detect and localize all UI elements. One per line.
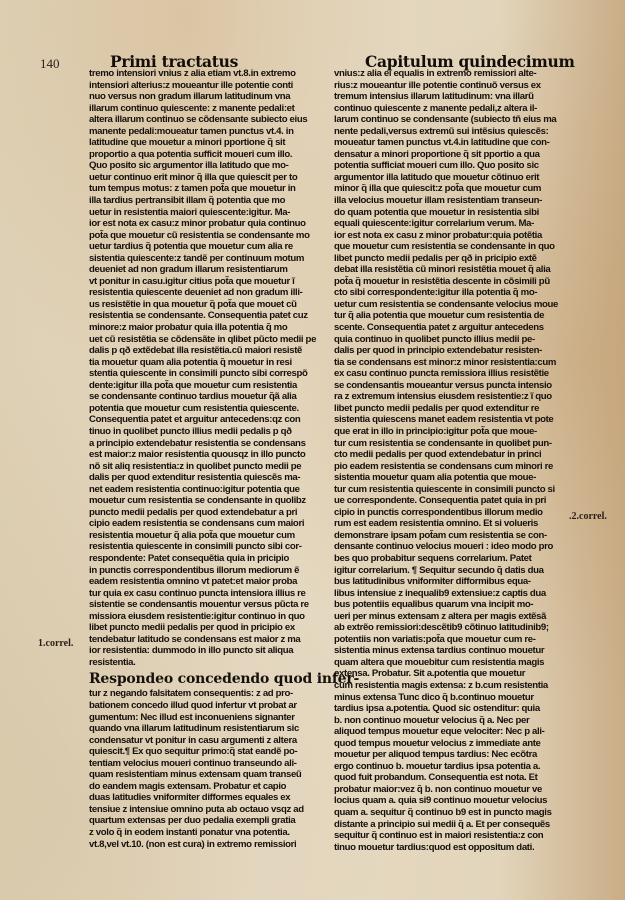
text-line: ue correspondente. Consequentia patet quia in pri	[334, 495, 547, 507]
text-line: nõ sit aliq resistentia:z in quolibet puncto medii pe	[89, 460, 302, 472]
text-line: illa tardius pertransibit illam q̃ potentia que mo	[89, 195, 286, 207]
text-line: tinuo mouetur tardius:quod est oppositum dati.	[334, 841, 535, 853]
text-line: ex casu continuo puncta remissiora illius resistẽtie	[334, 368, 549, 380]
text-line: tur z negando falsitatem consequentis: z ad pro-	[89, 688, 293, 700]
text-line: vnius:z alia ei equalis in extremo remissiori alte-	[334, 68, 537, 79]
text-line: que mouetur cum resistentia se condensante in quo	[334, 241, 555, 253]
text-line: net eadem resistentia continuo:igitur potentia que	[89, 483, 300, 495]
text-line: Consequentia patet et arguitur antecedens:qz con	[89, 414, 301, 426]
text-line: ior resistentia: dummodo in illo puncto sit aliqua	[89, 645, 294, 657]
text-line: resistentia se condensante. Consequentia patet cuz	[89, 310, 308, 322]
text-line: eadem resistentia omnino vt patet:et maior proba	[89, 576, 298, 588]
text-line: duas latitudies vniformiter difformes equales ex	[89, 792, 291, 804]
text-line: quam a. sequitur q̃ continuo b9 est in puncto magis	[334, 807, 552, 818]
text-line: proportio a qua potentia sufficit moueri cum illo.	[89, 148, 293, 160]
text-line: densatur a minori proportione q̃ sit pportio a qua	[334, 148, 540, 160]
text-line: debat illa resistẽtia cũ minori resistẽtia mouet q̃ alia	[334, 264, 551, 276]
left-text-column	[89, 68, 360, 850]
text-line: libet puncto medii pedalis per quod extenditur re	[334, 402, 540, 414]
text-line: uetur continuo erit minor q̃ illa que quiescit per to	[89, 171, 298, 183]
text-line: dente:igitur illa pot̃a que mouetur cum resistentia	[89, 379, 297, 391]
text-line: illa velocius mouetur illam resistentiam transeun-	[334, 195, 543, 207]
text-line: tur q̃ alia potentia que mouetur cum resistentia de	[334, 310, 545, 322]
text-line: tur quia ex casu continuo puncta intensiora illius re	[89, 587, 306, 599]
text-line: libus intensiue z inequalib9 extensiue:z captis dua	[334, 587, 546, 599]
text-line: nuo versus non gradum illarum latitudinum vna	[89, 91, 291, 103]
text-line: tensiue z intensiue omnino puta ab octauo vsqz ad	[89, 803, 304, 815]
text-line: ergo continuo b. mouetur tardius ipsa potentia a.	[334, 760, 541, 772]
text-line: tinuo in quolibet puncto illius medii pedalis p qð	[89, 425, 292, 437]
text-line: sistentia minus extensa tardius continuo mouetur	[334, 645, 545, 657]
text-line: minus extensa Tunc dico q̃ b.continuo mouetur	[334, 691, 534, 703]
text-line: b. non continuo mouetur velocius q̃ a. Nec per	[334, 714, 530, 726]
text-line: Quo posito sic argumentor illa latitudo que mo-	[89, 160, 289, 172]
text-line: minore:z maior probatur quia illa potentia q̃ mo	[89, 322, 288, 334]
text-line: sistentie se condensantis mouentur versus pũcta re	[89, 599, 309, 611]
text-line: moueatur tamen punctus vt.4.in latitudine que con-	[334, 137, 550, 149]
text-line: est maior:z maior resistentia quousqz in illo puncto	[89, 449, 306, 461]
text-line: tia mouetur quam alia potentia q̃ mouetur in resi	[89, 356, 292, 368]
text-line: z volo q̃ in eodem instanti ponatur vna potentia.	[89, 827, 290, 838]
text-line: quam resistentiam minus extensam quam transeũ	[89, 769, 302, 781]
text-line: us resistẽtie in qua mouetur q̃ pot̃a que mouet cũ	[89, 298, 297, 310]
margin-note-left: 1.correl.	[38, 638, 74, 649]
text-line: mouetur cum resistentia se condensante in quolibz	[89, 495, 306, 507]
text-line: rius:z moueantur ille potentie continuõ versus ex	[334, 79, 541, 91]
text-line: pot̃a que mouetur cũ resistentia se condensante mo	[89, 229, 310, 241]
text-line: ior est nota ex casu:z minor probatur quia continuo	[89, 218, 306, 230]
text-line: quiescit.¶ Ex quo sequitur primo:q̃ stat eandẽ po-	[89, 746, 298, 758]
text-line: tum tempus motus: z tamen pot̃a que mouetur in	[89, 183, 296, 195]
text-line: tur cum resistentia quiescente in consimili puncto si	[334, 483, 555, 495]
text-line: cipio eadem resistentia se condensans cum maiori	[89, 518, 305, 530]
margin-note-right: .2.correl.	[569, 511, 607, 522]
text-line: pot̃a q̃ mouetur in resistẽtia descente in cõsimili pũ	[334, 275, 550, 287]
text-line: tendebatur latitudo se condensans est maior z ma	[89, 633, 301, 645]
text-line: potentiis non variatis:pot̃a que mouetur cum re-	[334, 633, 536, 645]
text-line: do quam potentia que mouetur in resistentia sibi	[334, 206, 539, 218]
text-line: distante a principio sui medii q̃ a. Et per consequẽs	[334, 818, 550, 830]
text-line: quod tempus mouetur velocius z immediate ante	[334, 737, 541, 749]
text-line: potentia sufficiat moueri cum illo. Quo posito sic	[334, 160, 539, 172]
text-line: ra z extremum intensius eiusdem resistentie:z ĩ quo	[334, 391, 552, 403]
text-line: tremo intensiori vnius z alia etiam vt.8.in extremo	[89, 68, 296, 79]
folio-number: 140	[40, 56, 60, 71]
text-line: uetur tardius q̃ potentia que mouetur cum alia re	[89, 241, 293, 253]
text-line: demonstrare ipsam pot̃am cum resistentia se con-	[334, 529, 547, 541]
text-line: argumentor illa latitudo que mouetur cõtinuo erit	[334, 171, 540, 183]
text-line: quam altera que mouebitur cum resistentia magis	[334, 656, 545, 668]
text-line: bationem concedo illud quod infertur vt probat ar	[89, 699, 297, 711]
text-line: tentiam velocius moueri continuo transeundo ali-	[89, 757, 297, 769]
text-line: sistentia mouetur quam alia potentia que moue-	[334, 472, 536, 484]
text-line: illarum continuo quiescente: z manente pedali:et	[89, 102, 295, 114]
text-line: manente pedali:moueatur tamen punctus vt.4. in	[89, 125, 294, 137]
text-line: libet puncto medii pedalis per qð in pricipio extẽ	[334, 252, 537, 264]
text-line: potentia que mouetur cum resistentia quiescente.	[89, 402, 299, 414]
text-line: se condensante continuo tardius mouetur q̃ã alia	[89, 391, 297, 403]
text-line: latitudine que mouetur a minori pportione q̃ sit	[89, 137, 286, 149]
respondeo-heading-line: Respondeo concedendo quod infer-	[89, 671, 360, 688]
text-line: aliquod tempus mouetur eque velociter: Nec p ali-	[334, 726, 545, 738]
text-line: quia continuo in quolibet puncto illius medii pe-	[334, 333, 535, 345]
text-line: continuo quiescente z manente pedali,z altera il-	[334, 102, 538, 114]
text-line: cto medii pedalis per quod extendebatur in princi	[334, 449, 542, 461]
text-line: altera illarum continuo se cõdensante subiecto eius	[89, 114, 308, 126]
text-line: uet cũ resistẽtia se cõdensãte in qlibet pũcto medii pe	[89, 333, 317, 345]
text-line: larum continuo se condensante (subiecto tñ eius ma	[334, 114, 557, 126]
text-line: uetur in resistentia maiori quiescente:igitur. Ma-	[89, 206, 291, 218]
text-line: pio eadem resistentia se condensans cum minori re	[334, 460, 554, 472]
text-line: equali quiescente:igitur correlarium verum. Ma-	[334, 218, 535, 230]
text-line: bes quo probabitur sequens correlarium. Patet	[334, 552, 532, 564]
text-line: dalis per quod extenditur resistentia quiescẽs ma-	[89, 472, 301, 484]
text-line: stentia quiescente in consimili puncto sibi correspõ	[89, 368, 308, 380]
text-line: condensatur vt ponitur in casu argumenti z altera	[89, 734, 297, 746]
text-line: ueri per minus extensam z altera per magis extẽsã	[334, 610, 547, 622]
text-line: uetur cum resistentia se condensante velocius moue	[334, 298, 559, 310]
running-head-left: Primi tractatus	[110, 52, 239, 71]
text-line: resistentia quiescente deueniet ad non gradum illi-	[89, 287, 303, 299]
text-line: igitur correlarium. ¶ Sequitur secundo q̃ datis dua	[334, 564, 544, 576]
text-line: tremum intensius illarum latitudinum: vna illarũ	[334, 91, 534, 103]
text-line: nente pedali,versus extremũ sui intẽsius quiescẽs:	[334, 125, 549, 137]
text-line: dalis per quod in principio extendebatur resisten-	[334, 345, 542, 357]
text-line: que erat in illo in principio:igitur pot̃a que moue-	[334, 425, 537, 437]
text-line: locius quam a. quia si9 continuo mouetur velocius	[334, 795, 548, 807]
text-line: sistentia quiescente:z tandẽ per continuum motum	[89, 252, 305, 264]
running-head-right: Capitulum quindecimum	[365, 52, 575, 71]
text-line: probatur maior:vez q̃ b. non continuo mouetur ve	[334, 783, 542, 795]
text-line: in punctis correspondentibus illorum mediorum ẽ	[89, 564, 300, 576]
text-line: tia se condensans est minor:z minor resistentia:cum	[334, 356, 557, 368]
text-line: gumentum: Nec illud est inconueniens signanter	[89, 711, 295, 723]
text-line: mouetur per aliquod tempus tardius: Nec ecõtra	[334, 749, 537, 761]
text-line: se condensantis moueantur versus puncta intensio	[334, 379, 552, 391]
text-line: bus latitudinibus vniformiter difformibus equa-	[334, 576, 531, 588]
text-line: sequitur q̃ continuo est in maiori resistentia:z con	[334, 830, 544, 842]
text-line: densante continuo velocius moueri : ideo modo pro	[334, 541, 553, 553]
text-line: vt.8,vel vt.10. (non est cura) in extremo remissiori	[89, 838, 297, 850]
text-line: tur cum resistentia se condensante in quolibet pun-	[334, 437, 552, 449]
text-line: cto sibi correspondente:igitur illa potentia q̃ mo-	[334, 287, 538, 299]
text-line: sistentia quiescens manet eadem resistentia vt pote	[334, 414, 554, 426]
text-line: respondente: Patet consequẽtia quia in pricipio	[89, 552, 289, 564]
text-line: resistentia.	[89, 656, 136, 668]
text-line: ab extrẽo remissiori:descẽtib9 cõtinuo latitudinib9;	[334, 622, 549, 634]
text-line: quod fuit probandum. Consequentia est nota. Et	[334, 772, 538, 784]
text-line: cum resistentia magis extensa: z b.cum resistentia	[334, 679, 548, 691]
text-line: scente. Consequentia patet z arguitur antecedens	[334, 322, 544, 334]
text-line: tardius ipsa a.potentia. Quod sic ostenditur: quia	[334, 703, 540, 715]
text-line: resistentia quiescente in consimili puncto sibi cor-	[89, 541, 302, 553]
text-line: minor q̃ illa que quiescit:z pot̃a que mouetur cum	[334, 183, 542, 195]
text-line: cipio in punctis correspondentibus illorum medio	[334, 506, 543, 518]
text-line: a principio extendebatur resistentia se condensans	[89, 437, 306, 449]
text-line: bus potentiis equalibus quarum vna incipit mo-	[334, 599, 534, 611]
text-line: vt ponitur in casu.igitur citius pot̃a que mouetur ĩ	[89, 275, 295, 287]
text-line: quando vna illarum latitudinum resistentiarum sic	[89, 723, 299, 735]
text-line: missiora eiusdem resistentie:igitur continuo in quo	[89, 610, 305, 622]
right-text-column	[334, 68, 558, 853]
text-line: ior est nota ex casu z minor probatur:quia potẽtia	[334, 229, 542, 241]
text-line: intensiori alterius:z moueantur ille potentie conti	[89, 79, 293, 91]
text-line: deueniet ad non gradum illarum resistentiarum	[89, 264, 288, 276]
text-line: libet puncto medii pedalis per quod in pricipio ex	[89, 622, 295, 634]
text-line: extensa. Probatur. Sit a.potentia que mouetur	[334, 668, 526, 680]
text-line: dalis p qð extẽdebat illa resistẽtia.cũ maiori resistẽ	[89, 345, 303, 357]
text-line: rum est eadem resistentia omnino. Et si volueris	[334, 518, 538, 530]
text-line: resistentia mouetur q̃ alia pot̃a que mouetur cum	[89, 529, 295, 541]
text-line: quartum extensas per duo pedalia exempli gratia	[89, 815, 296, 827]
text-line: do eandem magis extensam. Probatur et capio	[89, 780, 287, 792]
text-line: puncto medii pedalis per quod extendebatur a pri	[89, 506, 298, 518]
